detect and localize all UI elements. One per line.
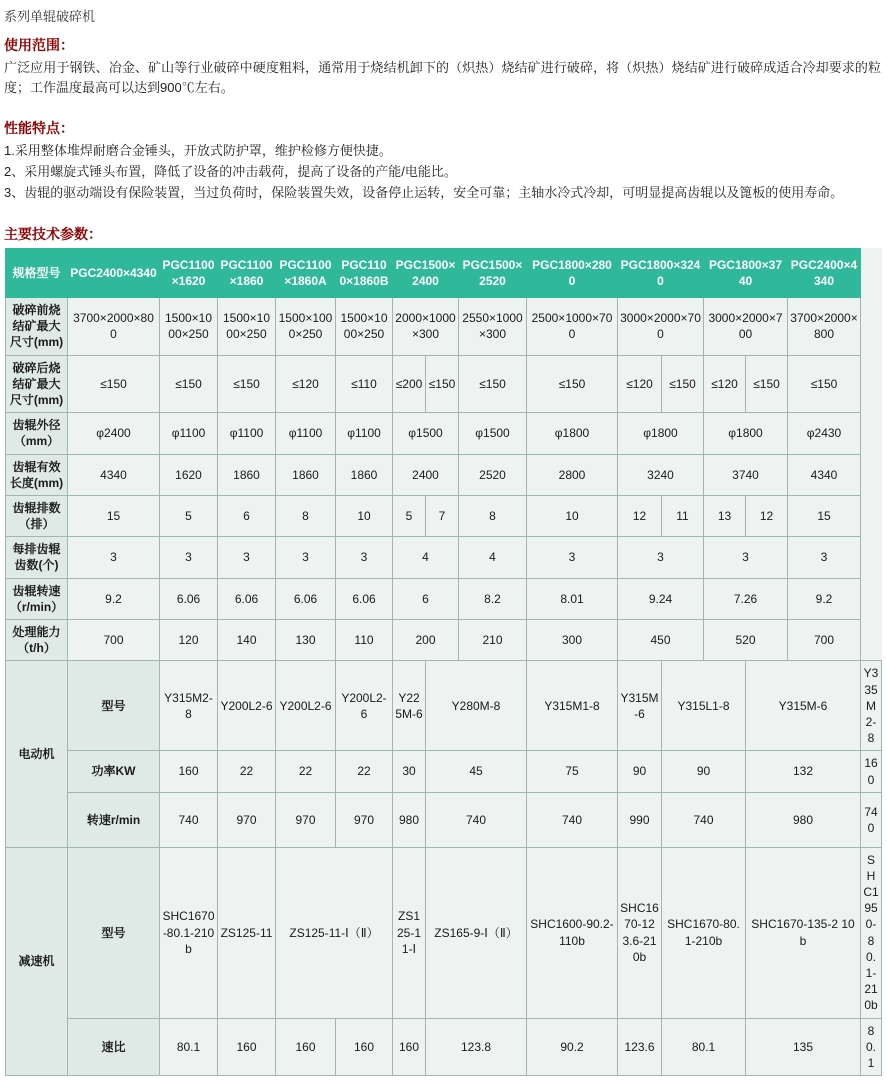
cell: Y200L2-6 xyxy=(336,661,393,751)
cell: 9.2 xyxy=(788,578,861,619)
cell: 3 xyxy=(68,537,160,578)
cell: 5 xyxy=(160,495,218,536)
cell: 135 xyxy=(746,1018,861,1076)
cell: 3 xyxy=(218,537,276,578)
row-header-motor-model: 型号 xyxy=(68,661,160,751)
cell: ≤150 xyxy=(459,355,527,413)
cell: 160 xyxy=(861,751,882,792)
row-header-out-size: 破碎后烧结矿最大尺寸(mm) xyxy=(6,355,68,413)
row-header-motor-speed: 转速r/min xyxy=(68,792,160,847)
page-title: 系列单辊破碎机 xyxy=(4,9,96,24)
cell: ≤120 xyxy=(276,355,336,413)
row-header-motor-power: 功率KW xyxy=(68,751,160,792)
cell: ≤200 xyxy=(393,355,426,413)
cell: 3240 xyxy=(618,454,704,495)
cell: 10 xyxy=(527,495,618,536)
cell: Y315L1-8 xyxy=(662,661,746,751)
table-row-motor-power xyxy=(6,751,882,792)
cell: 970 xyxy=(276,792,336,847)
feature-item: 3、齿辊的驱动端设有保险装置，当过负荷时，保险装置失效，设备停止运转，安全可靠；主轴水冷式冷却，可明显提高齿辊以及篦板的使用寿命。 xyxy=(4,184,844,200)
cell: ZS125-11-Ⅰ（Ⅱ） xyxy=(276,847,393,1018)
cell: 1500×1000×250 xyxy=(218,298,276,356)
table-row-capacity xyxy=(6,620,882,661)
cell: 990 xyxy=(618,792,662,847)
row-header-teeth-per-row: 每排齿辊齿数(个) xyxy=(6,537,68,578)
cell: 7.26 xyxy=(704,578,788,619)
cell: 3 xyxy=(527,537,618,578)
cell: 160 xyxy=(393,1018,426,1076)
row-header-speed: 齿辊转速（r/min） xyxy=(6,578,68,619)
cell: 13 xyxy=(704,495,746,536)
col-header: PGC1100×1860 xyxy=(218,248,276,297)
cell: 300 xyxy=(527,620,618,661)
cell: φ1500 xyxy=(393,413,459,454)
cell: 140 xyxy=(218,620,276,661)
cell: 8 xyxy=(459,495,527,536)
row-header-roll-len: 齿辊有效长度(mm) xyxy=(6,454,68,495)
cell: 12 xyxy=(746,495,788,536)
cell: 2500×1000×700 xyxy=(527,298,618,356)
cell: ≤150 xyxy=(160,355,218,413)
cell: 970 xyxy=(336,792,393,847)
cell: 2520 xyxy=(459,454,527,495)
table-row-rows-count xyxy=(6,495,882,536)
cell: 970 xyxy=(218,792,276,847)
cell: 75 xyxy=(527,751,618,792)
col-header: PGC1800×2800 xyxy=(527,248,618,297)
row-header-ratio: 速比 xyxy=(68,1018,160,1076)
cell: SHC1670-135-2 10b xyxy=(746,847,861,1018)
cell: 740 xyxy=(662,792,746,847)
cell: 2000×1000×300 xyxy=(393,298,459,356)
cell: 15 xyxy=(68,495,160,536)
cell: 3700×2000×800 xyxy=(68,298,160,356)
col-header: PGC1100×1860A xyxy=(276,248,336,297)
cell: 3 xyxy=(160,537,218,578)
cell: 22 xyxy=(276,751,336,792)
table-row-reducer-model xyxy=(6,847,882,1018)
row-header-rows-count: 齿辊排数（排） xyxy=(6,495,68,536)
cell: 4340 xyxy=(68,454,160,495)
cell: 22 xyxy=(218,751,276,792)
cell: φ1800 xyxy=(527,413,618,454)
cell: Y200L2-6 xyxy=(276,661,336,751)
cell: 80.1 xyxy=(861,1018,882,1076)
cell: 1500×1000×250 xyxy=(160,298,218,356)
cell: 6.06 xyxy=(218,578,276,619)
usage-paragraph: 广泛应用于钢铁、冶金、矿山等行业破碎中硬度粗料，通常用于烧结机卸下的（炽热）烧结矿进行破碎，将（炽热）烧结矿进行破碎成适合冷却要求的粒度；工作温度最高可以达到900℃左右。 xyxy=(4,60,881,96)
cell: 740 xyxy=(426,792,527,847)
cell: 450 xyxy=(618,620,704,661)
cell: 160 xyxy=(276,1018,336,1076)
cell: 9.2 xyxy=(68,578,160,619)
feature-item: 2、采用螺旋式锤头布置，降低了设备的冲击载荷，提高了设备的产能/电能比。 xyxy=(4,164,457,180)
col-header: PGC2400×4340 xyxy=(68,248,160,297)
cell: 3000×2000×700 xyxy=(704,298,788,356)
cell: 3000×2000×700 xyxy=(618,298,704,356)
cell: SHC1670-80.1-210b xyxy=(160,847,218,1018)
col-header: PGC1800×3740 xyxy=(704,248,788,297)
table-row-speed xyxy=(6,578,882,619)
cell: 9.24 xyxy=(618,578,704,619)
cell: ≤150 xyxy=(218,355,276,413)
cell: 1860 xyxy=(218,454,276,495)
usage-heading: 使用范围： xyxy=(4,37,74,53)
cell: 80.1 xyxy=(662,1018,746,1076)
col-header: PGC1500×2400 xyxy=(393,248,459,297)
cell: ≤150 xyxy=(68,355,160,413)
cell: 8.01 xyxy=(527,578,618,619)
cell: φ1800 xyxy=(704,413,788,454)
cell: 1860 xyxy=(276,454,336,495)
feature-item: 1.采用整体堆焊耐磨合金锤头，开放式防护罩，维护检修方便快捷。 xyxy=(4,143,392,159)
cell: 3 xyxy=(704,537,788,578)
col-header: PGC1800×3240 xyxy=(618,248,704,297)
cell: ≤150 xyxy=(788,355,861,413)
features-heading: 性能特点： xyxy=(4,120,74,137)
cell: φ1500 xyxy=(459,413,527,454)
table-row-ratio xyxy=(6,1018,882,1076)
cell: φ1100 xyxy=(276,413,336,454)
cell: 740 xyxy=(160,792,218,847)
cell: 6 xyxy=(393,578,459,619)
spec-table xyxy=(5,248,882,1077)
cell: 22 xyxy=(336,751,393,792)
table-row-motor-speed xyxy=(6,792,882,847)
cell: 15 xyxy=(788,495,861,536)
row-header-capacity: 处理能力（t/h） xyxy=(6,620,68,661)
cell: Y225M-6 xyxy=(393,661,426,751)
cell: 210 xyxy=(459,620,527,661)
cell: 160 xyxy=(218,1018,276,1076)
cell: 90 xyxy=(618,751,662,792)
table-row-motor-model xyxy=(6,661,882,751)
cell: φ2400 xyxy=(68,413,160,454)
col-header-model: 规格型号 xyxy=(6,248,68,297)
cell: 11 xyxy=(662,495,704,536)
col-header: PGC2400×4340 xyxy=(788,248,861,297)
cell: 3 xyxy=(336,537,393,578)
cell: 3 xyxy=(618,537,704,578)
cell: 7 xyxy=(426,495,459,536)
cell: 3 xyxy=(276,537,336,578)
cell: 3700×2000×800 xyxy=(788,298,861,356)
cell: 160 xyxy=(160,751,218,792)
cell: ZS165-9-Ⅰ（Ⅱ） xyxy=(426,847,527,1018)
cell: 3 xyxy=(788,537,861,578)
cell: 123.6 xyxy=(618,1018,662,1076)
row-header-reducer-model: 型号 xyxy=(68,847,160,1018)
cell: 130 xyxy=(276,620,336,661)
features-list xyxy=(4,141,881,203)
cell: 160 xyxy=(336,1018,393,1076)
cell: ≤150 xyxy=(527,355,618,413)
cell: 700 xyxy=(68,620,160,661)
cell: 8.2 xyxy=(459,578,527,619)
col-header: PGC1100×1620 xyxy=(160,248,218,297)
cell: 3740 xyxy=(704,454,788,495)
cell: 1860 xyxy=(336,454,393,495)
cell: 200 xyxy=(393,620,459,661)
cell: SHC1950-80.1-210b xyxy=(861,847,882,1018)
cell: 90 xyxy=(662,751,746,792)
col-header: PGC1500×2520 xyxy=(459,248,527,297)
row-header-reducer: 减速机 xyxy=(6,847,68,1075)
cell: 4340 xyxy=(788,454,861,495)
table-header-row xyxy=(6,248,882,297)
cell: 5 xyxy=(393,495,426,536)
row-header-motor: 电动机 xyxy=(6,661,68,847)
cell: SHC1670-123.6-210b xyxy=(618,847,662,1018)
cell: 30 xyxy=(393,751,426,792)
cell: 132 xyxy=(746,751,861,792)
cell: ≤120 xyxy=(704,355,746,413)
cell: 520 xyxy=(704,620,788,661)
cell: 4 xyxy=(459,537,527,578)
cell: 120 xyxy=(160,620,218,661)
cell: 6.06 xyxy=(276,578,336,619)
cell: Y315M-6 xyxy=(618,661,662,751)
cell: 80.1 xyxy=(160,1018,218,1076)
cell: φ1800 xyxy=(618,413,704,454)
cell: φ1100 xyxy=(218,413,276,454)
table-row-roll-len xyxy=(6,454,882,495)
cell: ≤150 xyxy=(426,355,459,413)
cell: 45 xyxy=(426,751,527,792)
cell: ZS125-11 xyxy=(218,847,276,1018)
cell: φ2430 xyxy=(788,413,861,454)
cell: 740 xyxy=(861,792,882,847)
col-header: PGC1100×1860B xyxy=(336,248,393,297)
cell: 6.06 xyxy=(160,578,218,619)
cell: 1500×1000×250 xyxy=(276,298,336,356)
cell: 6 xyxy=(218,495,276,536)
cell: ≤150 xyxy=(662,355,704,413)
cell: 2400 xyxy=(393,454,459,495)
table-row-out-size xyxy=(6,355,882,413)
cell: 740 xyxy=(527,792,618,847)
cell: 2550×1000×300 xyxy=(459,298,527,356)
cell: Y280M-8 xyxy=(426,661,527,751)
row-header-feed-size: 破碎前烧结矿最大尺寸(mm) xyxy=(6,298,68,356)
cell: 980 xyxy=(393,792,426,847)
table-row-roll-dia xyxy=(6,413,882,454)
params-heading: 主要技术参数： xyxy=(4,225,102,242)
cell: 90.2 xyxy=(527,1018,618,1076)
cell: 2800 xyxy=(527,454,618,495)
cell: Y315M-6 xyxy=(746,661,861,751)
cell: Y315M2-8 xyxy=(160,661,218,751)
cell: ≤120 xyxy=(618,355,662,413)
cell: 980 xyxy=(746,792,861,847)
cell: SHC1600-90.2-110b xyxy=(527,847,618,1018)
cell: ZS125-1 1-Ⅰ xyxy=(393,847,426,1018)
cell: φ1100 xyxy=(160,413,218,454)
cell: 110 xyxy=(336,620,393,661)
cell: Y315M1-8 xyxy=(527,661,618,751)
cell: 1620 xyxy=(160,454,218,495)
cell: 12 xyxy=(618,495,662,536)
cell: 4 xyxy=(393,537,459,578)
row-header-roll-dia: 齿辊外径（mm） xyxy=(6,413,68,454)
cell: 10 xyxy=(336,495,393,536)
cell: 123.8 xyxy=(426,1018,527,1076)
cell: SHC1670-80.1-210b xyxy=(662,847,746,1018)
cell: φ1100 xyxy=(336,413,393,454)
cell: 6.06 xyxy=(336,578,393,619)
cell: 8 xyxy=(276,495,336,536)
cell: ≤150 xyxy=(746,355,788,413)
cell: 700 xyxy=(788,620,861,661)
cell: Y200L2-6 xyxy=(218,661,276,751)
cell: 1500×1000×250 xyxy=(336,298,393,356)
cell: Y335M2-8 xyxy=(861,661,882,751)
table-row-teeth-per-row xyxy=(6,537,882,578)
table-row-feed-size xyxy=(6,298,882,356)
cell: ≤110 xyxy=(336,355,393,413)
